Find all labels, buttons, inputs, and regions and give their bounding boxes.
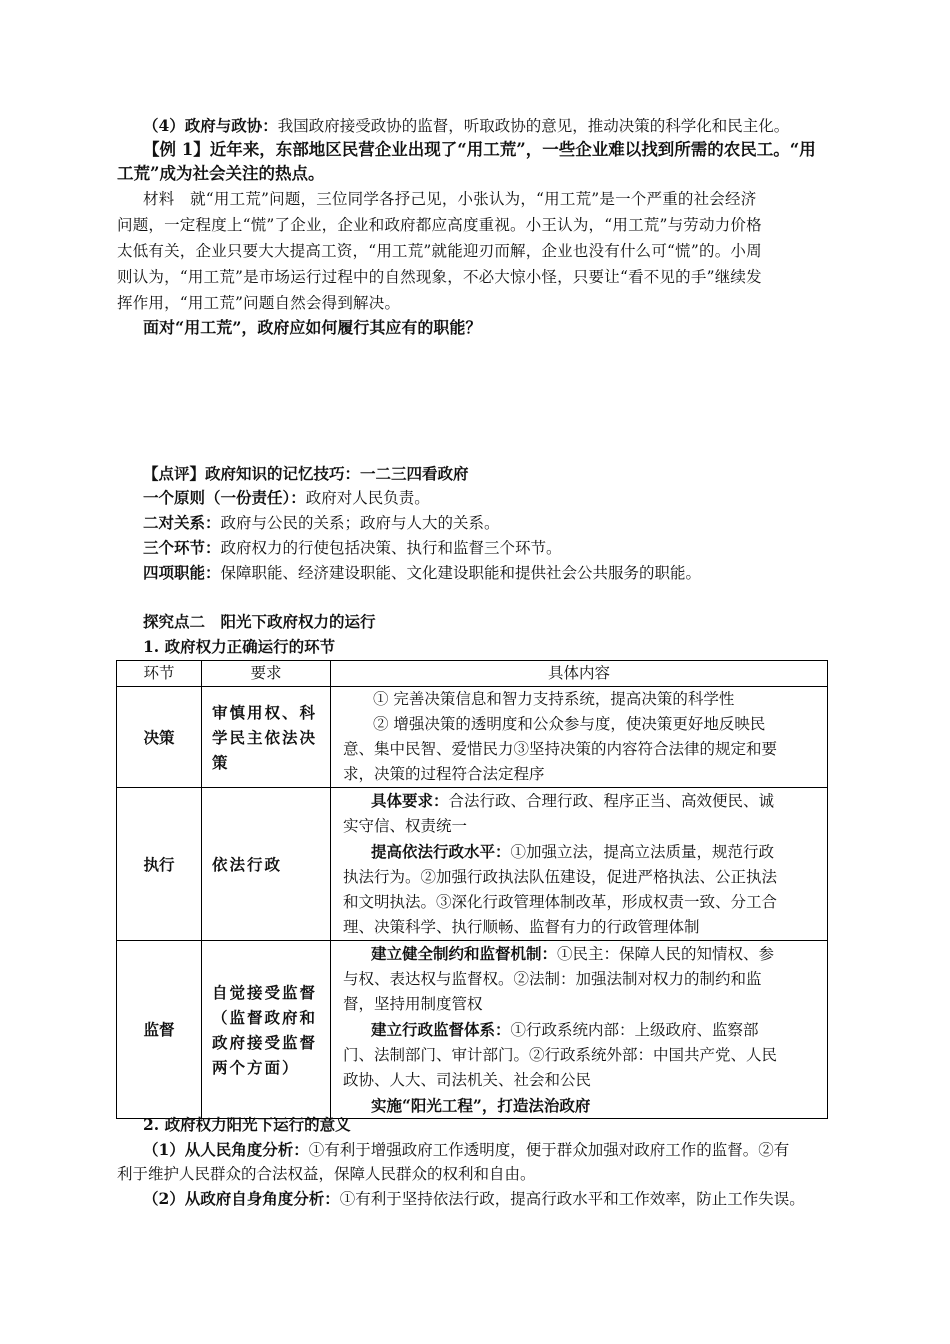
review-text: 政府与公民的关系；政府与人大的关系。 xyxy=(220,514,500,532)
subheading-2: 2. 政府权力阳光下运行的意义 xyxy=(143,1115,351,1134)
content-line xyxy=(343,941,821,967)
material-line-5: 挥作用，“用工荒”问题自然会得到解决。 xyxy=(117,294,401,312)
content-text: 合法行政、合理行政、程序正当、高效便民、诚 xyxy=(448,792,775,810)
review-links xyxy=(143,536,562,560)
review-text: 政府对人民负责。 xyxy=(305,489,430,507)
material-line-4: 则认为，“用工荒”是市场运行过程中的自然现象，不必大惊小怪，只要让“看不见的手”继续发 xyxy=(117,268,762,286)
section-heading: 探究点二 阳光下政府权力的运行 xyxy=(143,612,376,631)
content-line: 求，决策的过程符合法定程序 xyxy=(343,765,545,783)
content-line xyxy=(343,1017,821,1043)
material-line-1: 材料 就“用工荒”问题，三位同学各抒己见，小张认为，“用工荒”是一个严重的社会经济 xyxy=(143,190,757,208)
content-line: 理、决策科学、执行顺畅、监督有力的行政管理体制 xyxy=(343,918,700,936)
paragraph-text: ①有利于坚持依法行政，提高行政水平和工作效率，防止工作失误。 xyxy=(339,1190,805,1208)
review-label: 一个原则（一份责任）： xyxy=(143,488,306,507)
significance-people-line-1 xyxy=(143,1138,789,1162)
paragraph-text: ①有利于增强政府工作透明度，便于群众加强对政府工作的监督。②有 xyxy=(308,1141,790,1159)
requirement-cell: 审慎用权、科学民主依法决策 xyxy=(202,687,331,788)
table-row xyxy=(117,687,828,788)
content-text: ①民主：保障人民的知情权、参 xyxy=(557,945,775,963)
review-label: 二对关系： xyxy=(143,513,221,532)
content-label: 建立健全制约和监督机制： xyxy=(371,944,558,963)
header-content: 具体内容 xyxy=(331,661,828,687)
example-1-line-1: 【例 1】近年来，东部地区民营企业出现了“用工荒”，一些企业难以找到所需的农民工。“用 xyxy=(143,140,816,159)
content-cell xyxy=(331,941,828,1119)
content-line: ① 完善决策信息和智力支持系统，提高决策的科学性 xyxy=(373,690,735,708)
content-line: ② 增强决策的透明度和公众参与度，使决策更好地反映民 xyxy=(373,715,766,733)
content-text: ①加强立法，提高立法质量，规范行政 xyxy=(510,843,775,861)
stage-cell: 监督 xyxy=(117,941,202,1119)
content-label: 提高依法行政水平： xyxy=(371,842,511,861)
content-line: 意、集中民智、爱惜民力③坚持决策的内容符合法律的规定和要 xyxy=(343,740,778,758)
content-line: 执法行为。②加强行政执法队伍建设，促进严格执法、公正执法 xyxy=(343,868,778,886)
table-row xyxy=(117,941,828,1119)
content-line: 政协、人大、司法机关、社会和公民 xyxy=(343,1071,592,1089)
content-line: 门、法制部门、审计部门。②行政系统外部：中国共产党、人民 xyxy=(343,1046,778,1064)
requirement-cell: 自觉接受监督（监督政府和政府接受监督两个方面） xyxy=(202,941,331,1119)
review-label: 四项职能： xyxy=(143,563,221,582)
review-relations xyxy=(143,511,500,535)
review-text: 政府权力的行使包括决策、执行和监督三个环节。 xyxy=(220,539,562,557)
paragraph-label: （4）政府与政协： xyxy=(143,116,278,135)
content-line xyxy=(343,788,821,814)
review-functions xyxy=(143,561,701,585)
content-cell xyxy=(331,687,828,788)
significance-government xyxy=(143,1187,805,1211)
content-line: 督，坚持用制度管权 xyxy=(343,995,483,1013)
header-requirement: 要求 xyxy=(202,661,331,687)
content-text: ①行政系统内部：上级政府、监察部 xyxy=(510,1021,759,1039)
paragraph-label: （1）从人民角度分析： xyxy=(143,1140,309,1159)
stage-cell: 执行 xyxy=(117,788,202,941)
paragraph-label: （2）从政府自身角度分析： xyxy=(143,1189,340,1208)
review-principle xyxy=(143,486,430,510)
header-stage: 环节 xyxy=(117,661,202,687)
review-title: 【点评】政府知识的记忆技巧：一二三四看政府 xyxy=(143,464,469,483)
review-label: 三个环节： xyxy=(143,538,221,557)
table-row xyxy=(117,788,828,941)
material-line-2: 问题，一定程度上“慌”了企业，企业和政府都应高度重视。小王认为，“用工荒”与劳动力价格 xyxy=(117,216,762,234)
content-line: 和文明执法。③深化行政管理体制改革，形成权责一致、分工合 xyxy=(343,893,778,911)
requirement-cell: 依法行政 xyxy=(202,788,331,941)
content-label: 建立行政监督体系： xyxy=(371,1020,511,1039)
power-operation-table xyxy=(116,660,828,1119)
question: 面对“用工荒”，政府应如何履行其应有的职能？ xyxy=(143,318,482,337)
content-label: 具体要求： xyxy=(371,791,449,810)
table-header-row xyxy=(117,661,828,687)
content-line: 实守信、权责统一 xyxy=(343,817,468,835)
material-line-3: 太低有关，企业只要大大提高工资，“用工荒”就能迎刃而解，企业也没有什么可“慌”的。小周 xyxy=(117,242,762,260)
subheading-1: 1. 政府权力正确运行的环节 xyxy=(143,637,336,656)
content-line: 与权、表达权与监督权。②法制：加强法制对权力的制约和监 xyxy=(343,970,762,988)
content-cell xyxy=(331,788,828,941)
example-1-line-2: 工荒”成为社会关注的热点。 xyxy=(117,164,325,183)
review-text: 保障职能、经济建设职能、文化建设职能和提供社会公共服务的职能。 xyxy=(220,564,702,582)
significance-people-line-2: 利于维护人民群众的合法权益，保障人民群众的权利和自由。 xyxy=(117,1165,536,1183)
paragraph-gov-cppcc xyxy=(143,114,789,138)
paragraph-text: 我国政府接受政协的监督，听取政协的意见，推动决策的科学化和民主化。 xyxy=(277,117,790,135)
content-line xyxy=(343,839,821,865)
content-line: 实施“阳光工程”，打造法治政府 xyxy=(371,1096,591,1115)
stage-cell: 决策 xyxy=(117,687,202,788)
